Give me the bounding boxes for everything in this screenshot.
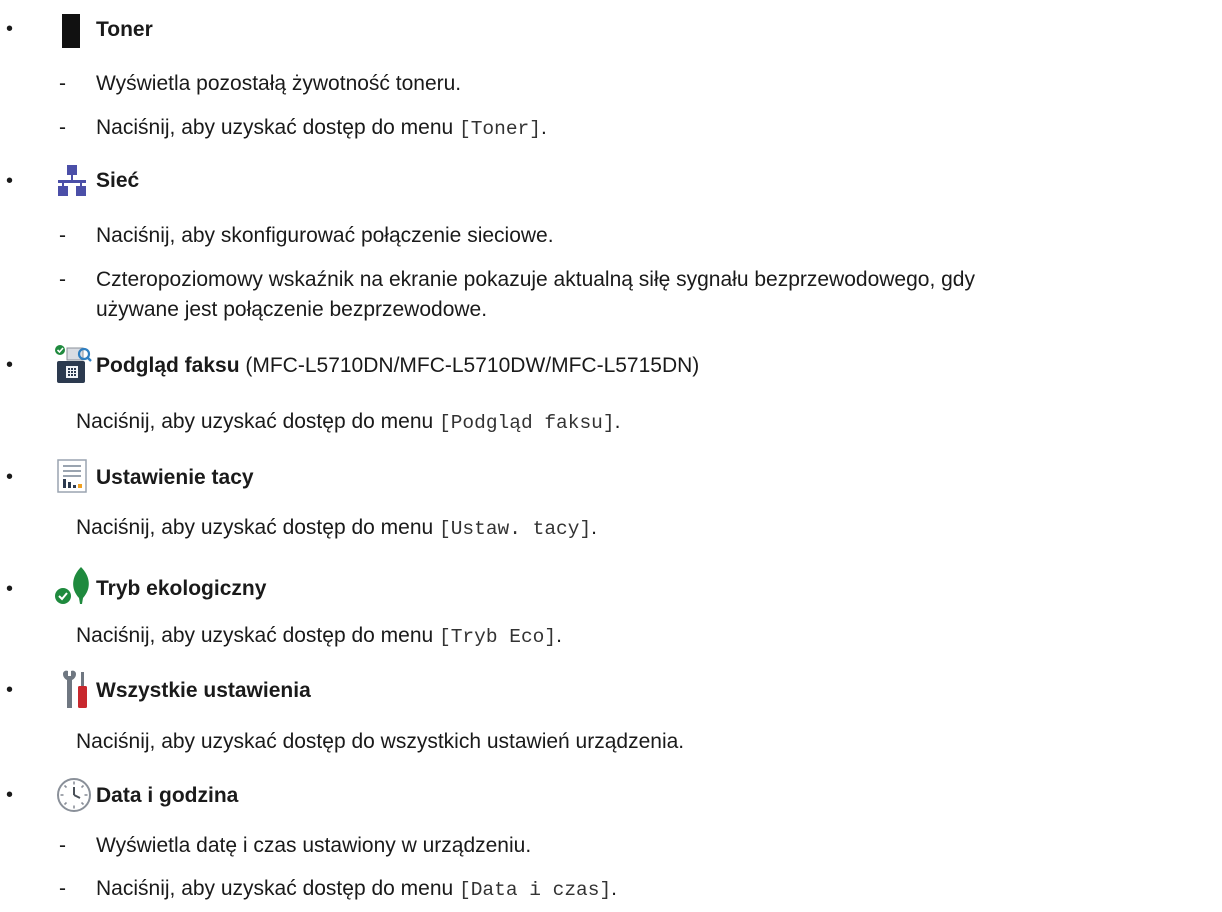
list-item: - Naciśnij, aby skonfigurować połączenie sieciowe.	[59, 224, 554, 247]
item-all-settings: • Wszystkie ustawienia	[0, 670, 600, 710]
list-item: Naciśnij, aby uzyskać dostęp do menu [Podgląd faksu].	[76, 410, 621, 434]
item-title: Wszystkie ustawienia	[96, 679, 311, 702]
item-eco-mode: • Tryb ekologiczny	[0, 566, 600, 606]
menu-code: [Tryb Eco]	[439, 626, 557, 648]
item-title: Tryb ekologiczny	[96, 577, 267, 600]
network-icon	[56, 164, 88, 196]
toner-icon	[62, 14, 80, 48]
tray-settings-icon	[57, 459, 87, 493]
menu-code: [Data i czas]	[459, 879, 612, 901]
list-item: - Wyświetla pozostałą żywotność toneru.	[59, 72, 462, 95]
menu-code: [Ustaw. tacy]	[439, 518, 592, 540]
list-item: - Naciśnij, aby uzyskać dostęp do menu [Data i czas].	[59, 877, 617, 901]
bullet: •	[6, 18, 14, 40]
item-title: Podgląd faksu (MFC-L5710DN/MFC-L5710DW/MFC-L5715DN)	[96, 354, 700, 377]
item-network: • Sieć	[0, 164, 600, 198]
item-tray-settings: • Ustawienie tacy	[0, 459, 600, 493]
item-date-time: • Data i godzina	[0, 776, 600, 816]
clock-icon	[56, 777, 92, 813]
list-item: Naciśnij, aby uzyskać dostęp do wszystkich ustawień urządzenia.	[76, 730, 685, 753]
menu-code: [Podgląd faksu]	[439, 412, 615, 434]
list-item: Naciśnij, aby uzyskać dostęp do menu [Ustaw. tacy].	[76, 516, 597, 540]
tools-icon	[61, 670, 91, 710]
list-item: - Wyświetla datę i czas ustawiony w urządzeniu.	[59, 834, 532, 857]
list-item: - Czteropoziomowy wskaźnik na ekranie pokazuje aktualną siłę sygnału bezprzewodowego, gdy używane jest połączenie bezprzewodowe.	[59, 268, 975, 321]
list-item: Naciśnij, aby uzyskać dostęp do menu [Tryb Eco].	[76, 624, 562, 648]
item-title: Ustawienie tacy	[96, 466, 254, 489]
item-title: Sieć	[96, 169, 140, 192]
model-list: (MFC-L5710DN/MFC-L5710DW/MFC-L5715DN)	[239, 354, 700, 377]
item-title: Toner	[96, 18, 153, 41]
fax-preview-icon	[53, 344, 93, 384]
list-item: - Naciśnij, aby uzyskać dostęp do menu [Toner].	[59, 116, 547, 140]
item-toner	[0, 14, 600, 48]
item-fax-preview: • Podgląd faksu (MFC-L5710DN/MFC-L5710DW/MFC-L5715DN)	[0, 344, 900, 384]
eco-leaf-icon	[54, 566, 96, 606]
menu-code: [Toner]	[459, 118, 541, 140]
item-title: Data i godzina	[96, 784, 239, 807]
